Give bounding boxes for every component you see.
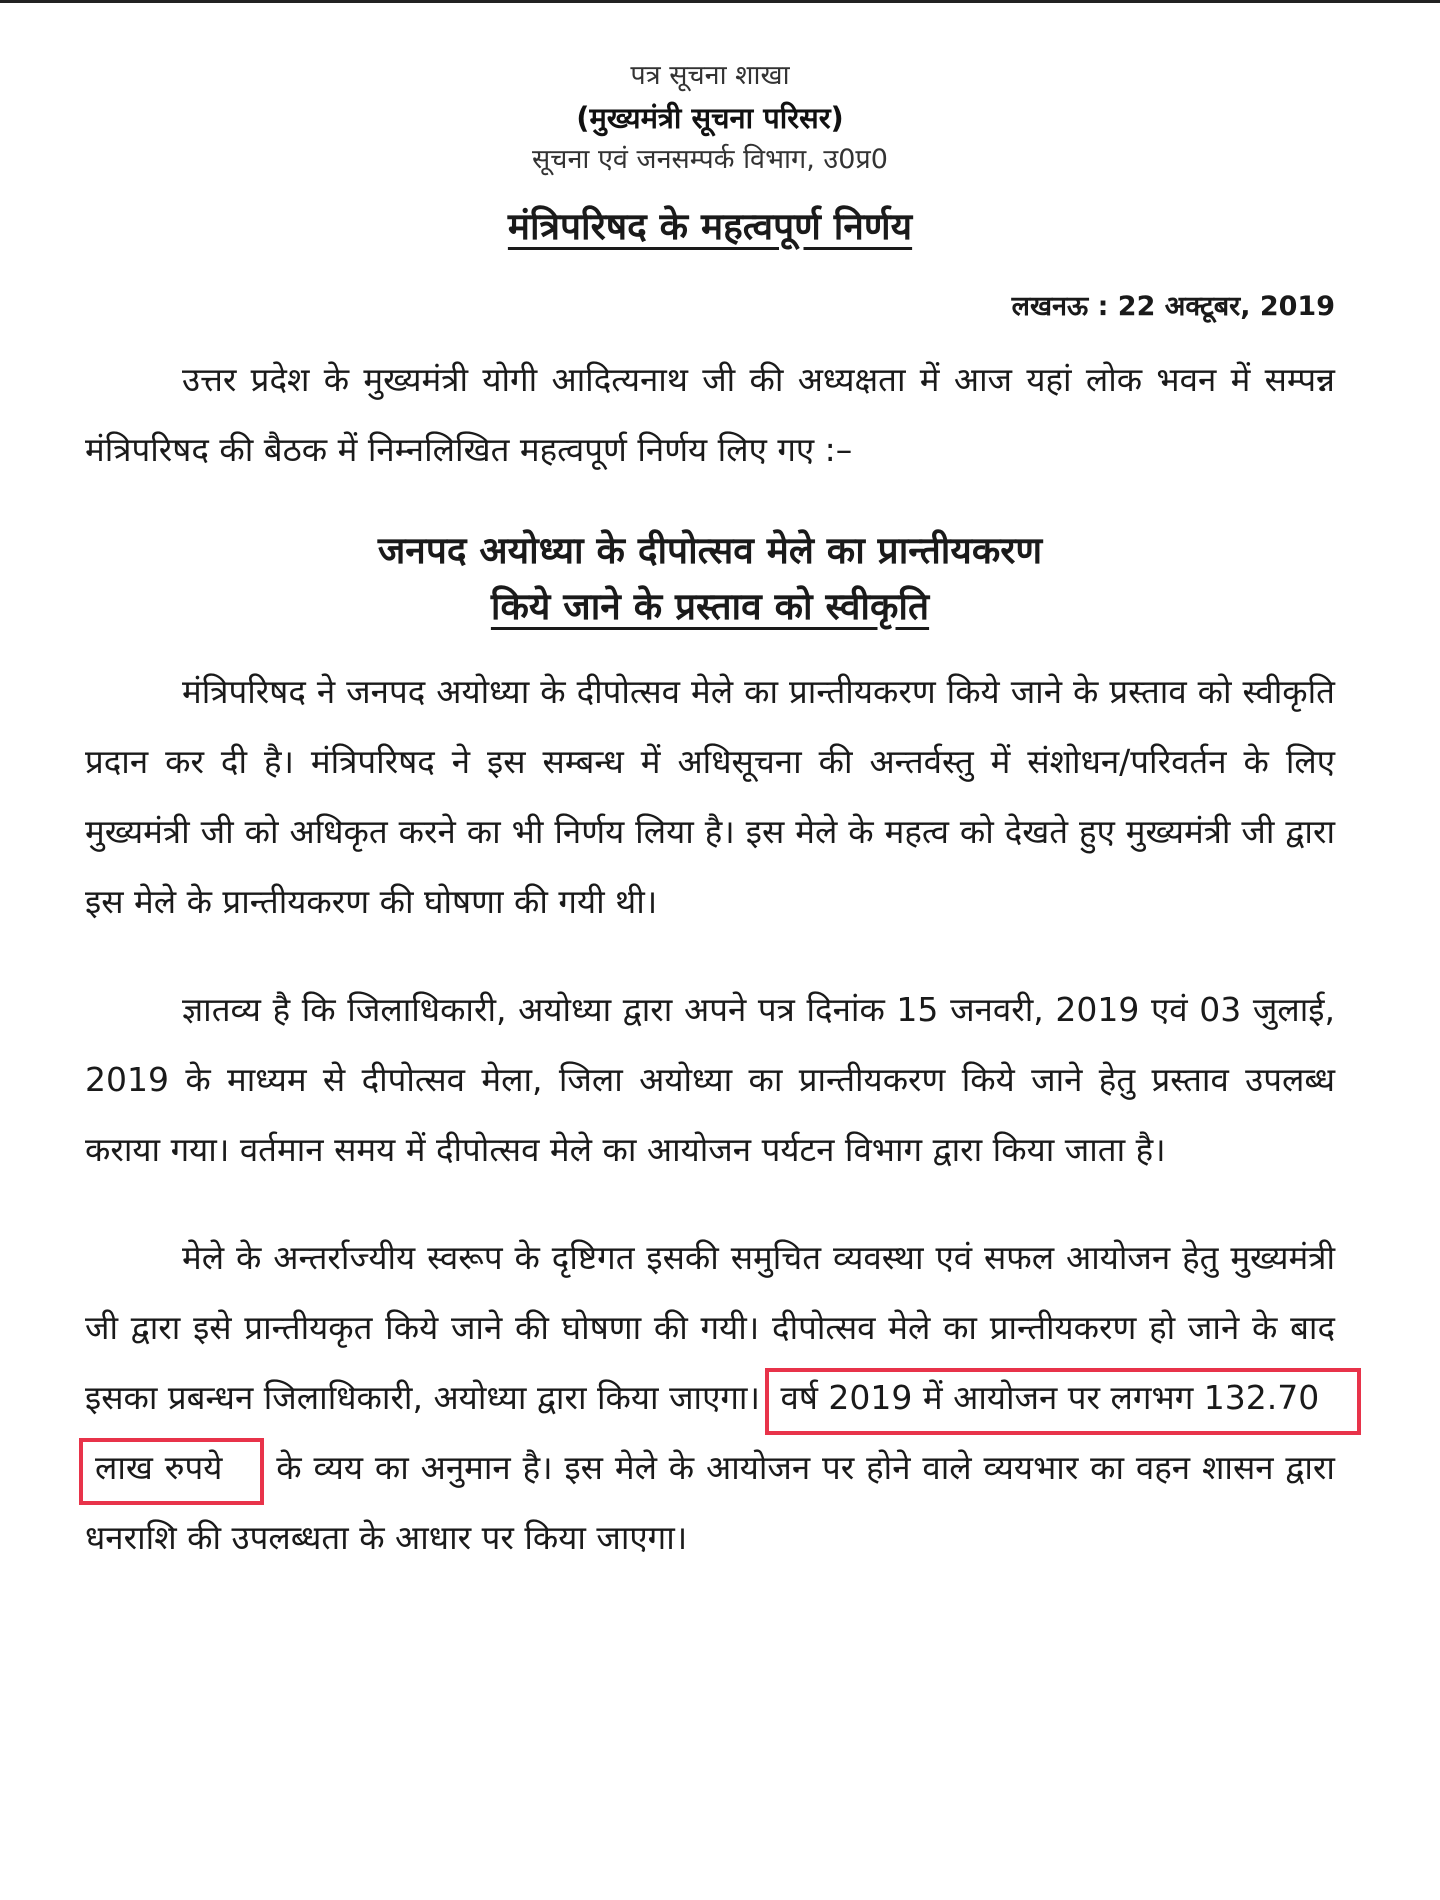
section-heading-line-2: किये जाने के प्रस्ताव को स्वीकृति [490, 585, 930, 628]
paragraph-budget-start: मेले के अन्तर्राज्यीय स्वरूप के दृष्टिगत इसकी समुचित व्यवस्था एवं सफल आयोजन हेतु मुख्यमंत्री जी द्वारा इसे प्रान्तीयकृत किये जाने की घोषणा की गयी। दीपोत्सव मेले का प्रान्तीयकरण हो जाने के बाद इसका प्रबन्धन जिलाधिकारी, अयोध्या द्वारा किया जाएगा। [85, 1238, 1335, 1417]
office-subtitle: (मुख्यमंत्री सूचना परिसर) [576, 101, 844, 135]
top-border [0, 0, 1440, 3]
dateline: लखनऊ : 22 अक्टूबर, 2019 [1011, 291, 1335, 322]
press-release-page [85, 55, 1335, 1573]
paragraph-budget [85, 1223, 1335, 1573]
office-name: पत्र सूचना शाखा [630, 60, 790, 91]
paragraph-approval: मंत्रिपरिषद ने जनपद अयोध्या के दीपोत्सव मेले का प्रान्तीयकरण किये जाने के प्रस्ताव को स्वीकृति प्रदान कर दी है। मंत्रिपरिषद ने इस सम्बन्ध में अधिसूचना की अन्तर्वस्तु में संशोधन/परिवर्तन के लिए मुख्यमंत्री जी को अधिकृत करने का भी निर्णय लिया है। इस मेले के महत्व को देखते हुए मुख्यमंत्री जी द्वारा इस मेले के प्रान्तीयकरण की घोषणा की गयी थी। [85, 672, 1335, 921]
intro-paragraph: उत्तर प्रदेश के मुख्यमंत्री योगी आदित्यनाथ जी की अध्यक्षता में आज यहां लोक भवन में सम्पन्न मंत्रिपरिषद की बैठक में निम्नलिखित महत्वपूर्ण निर्णय लिए गए :– [85, 360, 1335, 469]
section-heading-line-1: जनपद अयोध्या के दीपोत्सव मेले का प्रान्तीयकरण [377, 529, 1043, 572]
budget-highlight: वर्ष 2019 में आयोजन पर लगभग 132.70 लाख रुपये [79, 1368, 1361, 1505]
letterhead [85, 55, 1335, 181]
paragraph-background: ज्ञातव्य है कि जिलाधिकारी, अयोध्या द्वारा अपने पत्र दिनांक 15 जनवरी, 2019 एवं 03 जुलाई, 2019 के माध्यम से दीपोत्सव मेला, जिला अयोध्या का प्रान्तीयकरण किये जाने हेतु प्रस्ताव उपलब्ध कराया गया। वर्तमान समय में दीपोत्सव मेले का आयोजन पर्यटन विभाग द्वारा किया जाता है। [85, 990, 1335, 1169]
section-heading [85, 523, 1335, 635]
department-name: सूचना एवं जनसम्पर्क विभाग, उ0प्र0 [532, 144, 888, 175]
paragraph-budget-end: के व्यय का अनुमान है। इस मेले के आयोजन पर होने वाले व्ययभार का वहन शासन द्वारा धनराशि की उपलब्धता के आधार पर किया जाएगा। [85, 1448, 1335, 1557]
document-title: मंत्रिपरिषद के महत्वपूर्ण निर्णय [507, 205, 913, 248]
